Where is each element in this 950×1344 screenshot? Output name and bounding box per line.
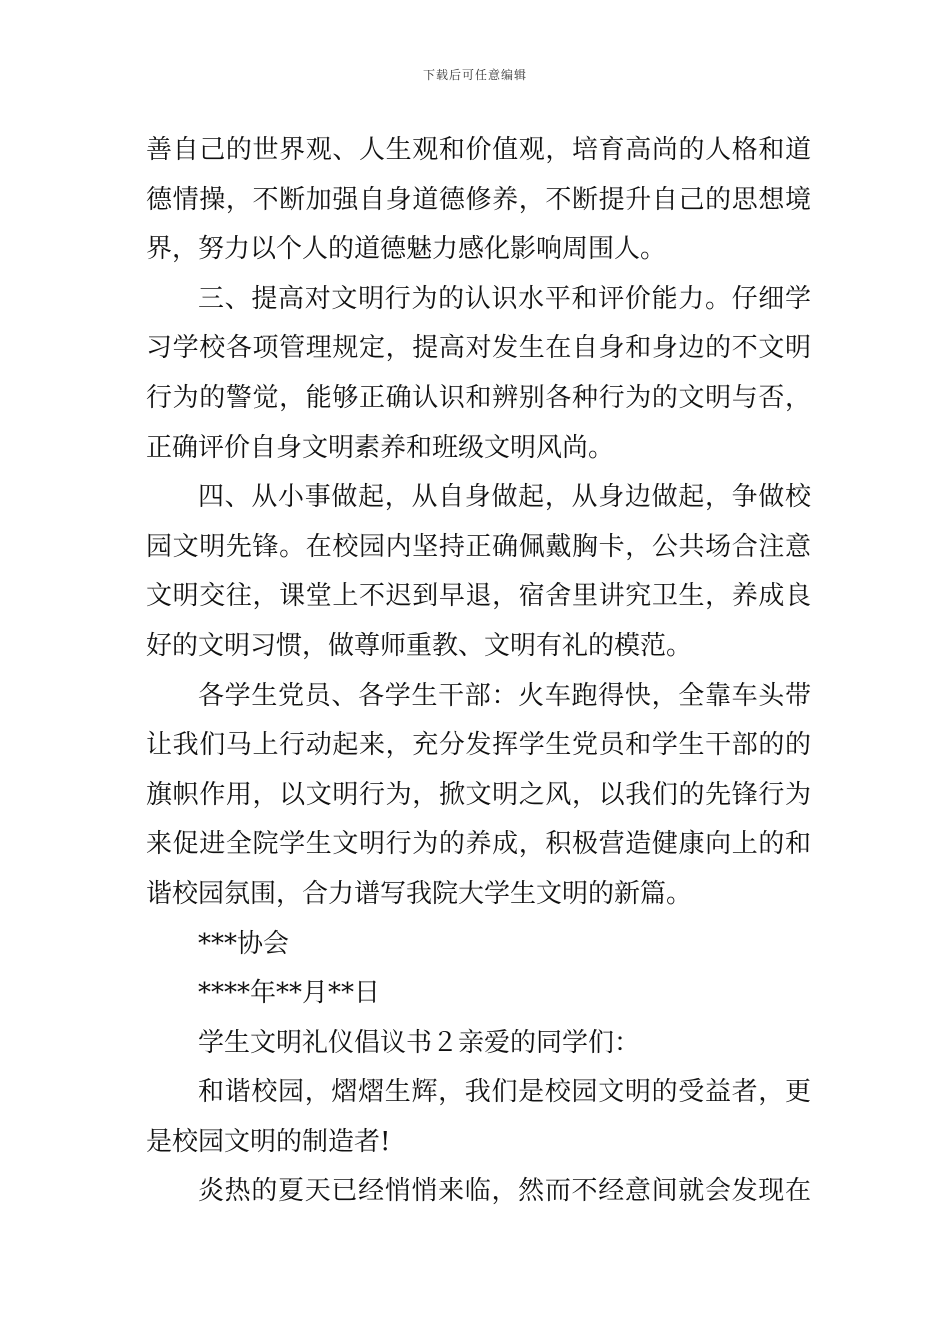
text-line: 界，努力以个人的道德魅力感化影响周围人。 bbox=[146, 234, 667, 265]
document-body bbox=[146, 126, 811, 1217]
page-header: 下载后可任意编辑 bbox=[422, 68, 527, 82]
text-line: 谐校园氛围，合力谱写我院大学生文明的新篇。 bbox=[146, 878, 693, 909]
paragraph-start-line: 和谐校园，熠熠生辉，我们是校园文明的受益者，更 bbox=[198, 1077, 811, 1108]
paragraph-start-line: 炎热的夏天已经悄悄来临，然而不经意间就会发现在 bbox=[198, 1176, 811, 1207]
text-line: 习学校各项管理规定，提高对发生在自身和身边的不文明 bbox=[146, 333, 811, 364]
paragraph-start-line: 四、从小事做起，从自身做起，从身边做起，争做校 bbox=[198, 482, 811, 513]
text-line: 园文明先锋。在校园内坚持正确佩戴胸卡，公共场合注意 bbox=[146, 531, 811, 562]
text-line: 正确评价自身文明素养和班级文明风尚。 bbox=[146, 432, 615, 463]
text-line: 是校园文明的制造者! bbox=[146, 1126, 391, 1157]
text-line: 德情操，不断加强自身道德修养，不断提升自己的思想境 bbox=[146, 184, 811, 215]
text-line: 让我们马上行动起来，充分发挥学生党员和学生干部的的 bbox=[146, 730, 811, 761]
text-line: 来促进全院学生文明行为的养成，积极营造健康向上的和 bbox=[146, 829, 811, 860]
text-line: 善自己的世界观、人生观和价值观，培育高尚的人格和道 bbox=[146, 135, 811, 165]
paragraph-start-line: 各学生党员、各学生干部：火车跑得快，全靠车头带 bbox=[198, 680, 811, 711]
text-line: 好的文明习惯，做尊师重教、文明有礼的模范。 bbox=[146, 630, 693, 661]
paragraph-start-line: 三、提高对文明行为的认识水平和评价能力。仔细学 bbox=[198, 283, 811, 314]
signature-date: ****年**月**日 bbox=[198, 978, 381, 1009]
text-line: 文明交往，课堂上不迟到早退，宿舍里讲究卫生，养成良 bbox=[146, 581, 811, 612]
text-line: 行为的警觉，能够正确认识和辨别各种行为的文明与否， bbox=[146, 382, 811, 413]
section-title-line: 学生文明礼仪倡议书２亲爱的同学们： bbox=[198, 1027, 641, 1058]
text-line: 旗帜作用，以文明行为，掀文明之风，以我们的先锋行为 bbox=[146, 779, 811, 810]
signature-organization: ***协会 bbox=[198, 928, 290, 959]
